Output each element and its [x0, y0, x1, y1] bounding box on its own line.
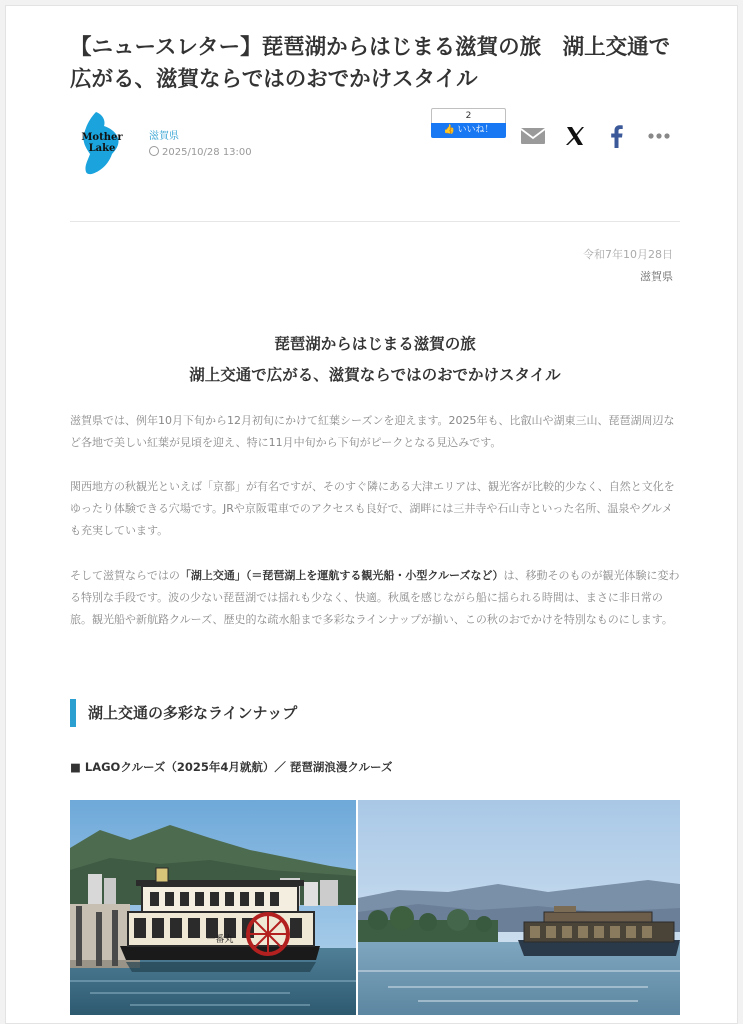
boat-name-label: 一番丸 [206, 935, 234, 945]
photo-biwako-roman-cruise [358, 800, 680, 1015]
header-divider [70, 221, 680, 222]
facebook-icon[interactable] [603, 122, 631, 150]
p3-rest: は、移動そのものが観光体験に変わる特別な手段です。波の少ない琵琶湖では揺れも少なく、快適。秋風を感じながら船に揺られる時間は、まさに非日常の旅。観光船や新航路クルーズ、歴史的な疏水船まで多彩なラインナップが揃い、この秋のおでかけを特別なものにします。 [70, 569, 680, 626]
body-paragraph-1: 滋賀県では、例年10月下旬から12月初旬にかけて紅葉シーズンを迎えます。2025年も、比叡山や湖東三山、琵琶湖周辺など各地で美しい紅葉が見頃を迎え、特に11月中旬から下旬がピークとなる見込みです。 [70, 414, 675, 449]
headline-line-2: 湖上交通で広がる、滋賀ならではのおでかけスタイル [189, 366, 561, 384]
logo-text-lake: Lake [88, 143, 116, 154]
p3-highlight: 「湖上交通」（＝琵琶湖上を運航する観光船・小型クルーズなど） [179, 569, 504, 582]
logo-text-mother: Mother [81, 132, 123, 143]
article-headline [70, 329, 680, 391]
more-dots-icon[interactable] [645, 122, 673, 150]
article-page [5, 5, 738, 1024]
body-paragraph-3 [70, 565, 680, 631]
article-title: 【ニュースレター】琵琶湖からはじまる滋賀の旅 湖上交通で広がる、滋賀ならではのおでかけスタイル [70, 35, 671, 92]
sub-heading: ■ LAGOクルーズ（2025年4月就航）／ 琵琶湖浪漫クルーズ [70, 760, 393, 774]
clock-icon [149, 146, 159, 156]
like-label: いいね！ [457, 125, 494, 135]
like-count: 2 [431, 108, 506, 123]
mother-lake-logo[interactable] [76, 110, 128, 178]
release-org: 滋賀県 [640, 270, 673, 283]
thumbs-up-icon: 👍 [443, 125, 458, 135]
body-paragraph-2: 関西地方の秋観光といえば「京都」が有名ですが、そのすぐ隣にある大津エリアは、観光客が比較的少なく、自然と文化をゆったり体験できる穴場です。JRや京阪電車でのアクセスも良好で、湖畔には三井寺や石山寺といった名所、温泉やグルメも充実しています。 [70, 480, 675, 537]
timestamp-text: 2025/10/28 13:00 [162, 147, 252, 158]
photo-ichibanmaru-boat [70, 800, 356, 1015]
facebook-like-widget[interactable] [431, 108, 506, 138]
headline-line-1: 琵琶湖からはじまる滋賀の旅 [274, 335, 476, 353]
publish-timestamp [149, 146, 252, 158]
x-logo-icon[interactable] [561, 122, 589, 150]
release-date: 令和7年10月28日 [583, 248, 673, 261]
section-heading: 湖上交通の多彩なラインナップ [70, 699, 680, 727]
like-button[interactable] [431, 123, 506, 138]
envelope-icon[interactable] [519, 122, 547, 150]
p3-intro: そして滋賀ならではの [70, 569, 180, 582]
publisher-link[interactable]: 滋賀県 [149, 131, 179, 142]
